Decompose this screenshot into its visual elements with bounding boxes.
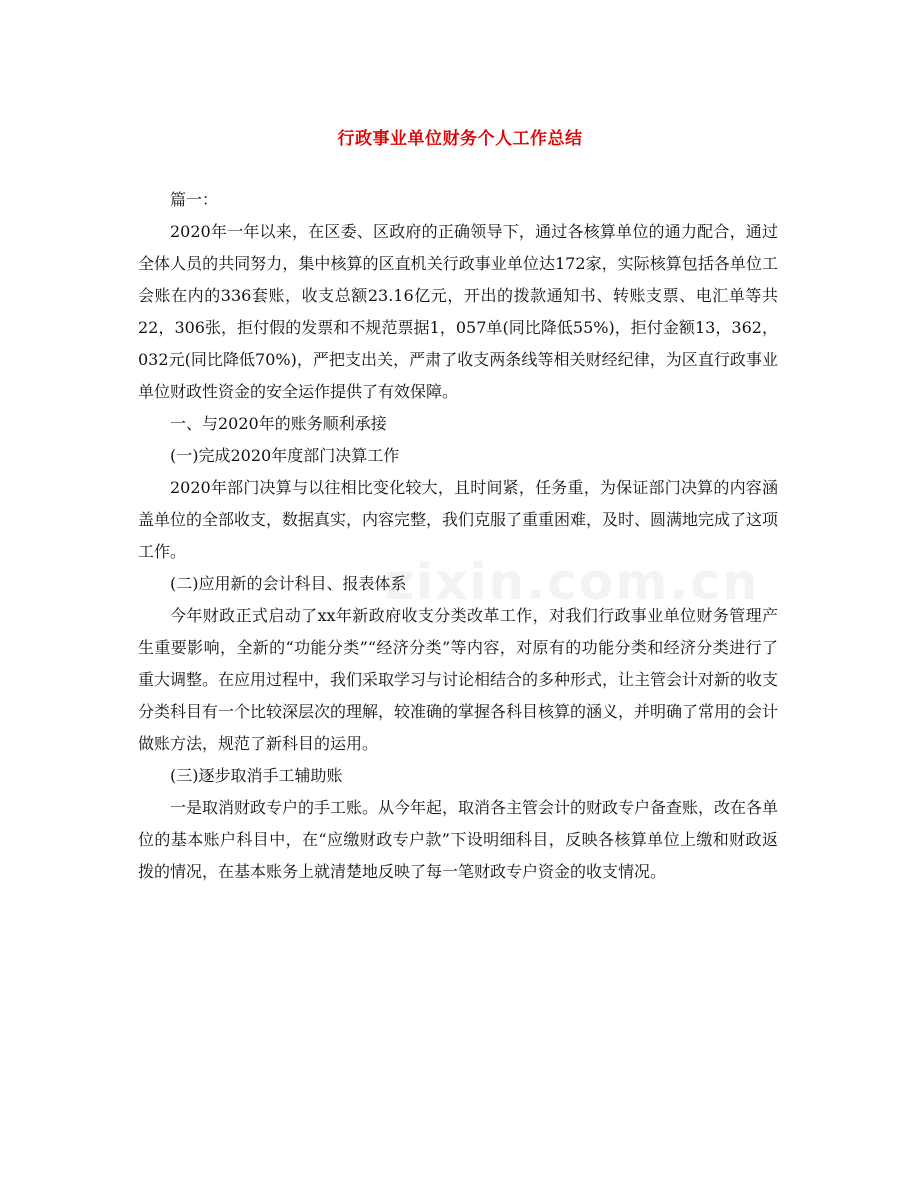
- subsection-heading-3: (三)逐步取消手工辅助账: [170, 766, 343, 785]
- document-body: [138, 184, 778, 888]
- section-heading-1: 一、与2020年的账务顺利承接: [170, 414, 387, 433]
- subsection-heading-2: (二)应用新的会计科目、报表体系: [170, 574, 407, 593]
- body-paragraph-3: 一是取消财政专户的手工账。从今年起，取消各主管会计的财政专户备查账，改在各单位的基本账户科目中，在“应缴财政专户款”下设明细科目，反映各核算单位上缴和财政返拨的情况，在基本账务上就清楚地反映了每一笔财政专户资金的收支情况。: [138, 798, 779, 881]
- section-label: 篇一：: [170, 190, 219, 209]
- body-paragraph-1: 2020年部门决算与以往相比变化较大，且时间紧，任务重，为保证部门决算的内容涵盖单位的全部收支，数据真实，内容完整，我们克服了重重困难，及时、圆满地完成了这项工作。: [138, 478, 779, 561]
- intro-paragraph: 2020年一年以来，在区委、区政府的正确领导下，通过各核算单位的通力配合，通过全体人员的共同努力，集中核算的区直机关行政事业单位达172家，实际核算包括各单位工会账在内的336套账，收支总额23.16亿元，开出的拨款通知书、转账支票、电汇单等共22，306张，拒付假的发票和不规范票据1，057单(同比降低55%)，拒付金额13，362，032元(同比降低70%)，严把支出关，严肃了收支两条线等相关财经纪律，为区直行政事业单位财政性资金的安全运作提供了有效保障。: [138, 222, 778, 401]
- document-title: 行政事业单位财务个人工作总结: [337, 129, 583, 149]
- body-paragraph-2: 今年财政正式启动了xx年新政府收支分类改革工作，对我们行政事业单位财务管理产生重要影响，全新的“功能分类”“经济分类”等内容，对原有的功能分类和经济分类进行了重大调整。在应用过程中，我们采取学习与讨论相结合的多种形式，让主管会计对新的收支分类科目有一个比较深层次的理解，较准确的掌握各科目核算的涵义，并明确了常用的会计做账方法，规范了新科目的运用。: [138, 606, 779, 753]
- watermark: zixin.com.cn: [385, 553, 760, 611]
- subsection-heading-1: (一)完成2020年度部门决算工作: [170, 446, 400, 465]
